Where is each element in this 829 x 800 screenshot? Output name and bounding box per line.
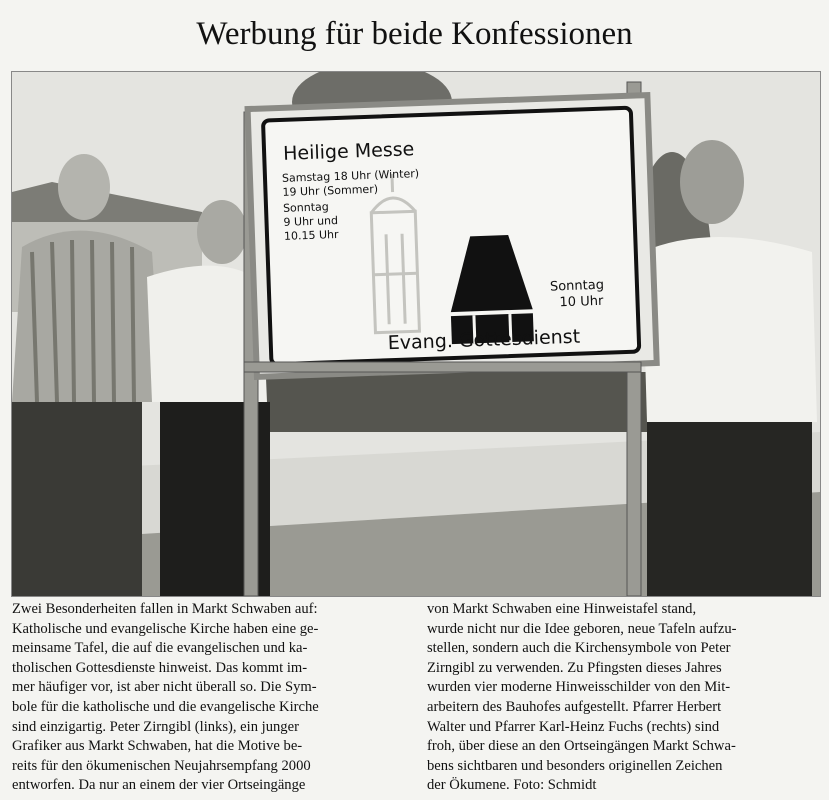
caption-line: stellen, sondern auch die Kirchensymbole von Peter bbox=[427, 640, 731, 657]
caption-line: tholischen Gottesdienste hinweist. Das kommt im- bbox=[12, 659, 308, 676]
caption-line: Walter und Pfarrer Karl-Heinz Fuchs (rechts) sind bbox=[427, 718, 720, 735]
sign-time-line: 19 Uhr (Sommer) bbox=[282, 182, 379, 199]
article-headline: Werbung für beide Konfessionen bbox=[196, 16, 633, 52]
sign-time-line: Sonntag bbox=[549, 277, 605, 295]
caption-column-right bbox=[427, 600, 819, 796]
sign-time-line: 9 Uhr und bbox=[283, 213, 339, 229]
caption-line: Zirngibl zu verwenden. Zu Pfingsten dieses Jahres bbox=[427, 659, 722, 676]
church-sign bbox=[248, 95, 657, 377]
caption-line: bole für die katholische und die evangelische Kirche bbox=[12, 698, 319, 715]
caption-line: meinsame Tafel, die auf die evangelischen und ka- bbox=[12, 640, 308, 657]
caption-line: Grafiker aus Markt Schwaben, hat die Motive be- bbox=[12, 738, 303, 755]
sign-title-protestant: Evang. Gottesdienst bbox=[387, 325, 581, 355]
caption-line: reits für den ökumenischen Neujahrsempfang 2000 bbox=[12, 757, 311, 774]
caption-line: der Ökumene. Foto: Schmidt bbox=[427, 777, 597, 794]
caption-line: sind einzigartig. Peter Zirngibl (links), ein junger bbox=[12, 718, 299, 735]
caption-line: mer häufiger vor, ist aber nicht überall so. Die Sym- bbox=[12, 679, 317, 696]
caption-line: wurden vier moderne Hinweisschilder von den Mit- bbox=[427, 679, 731, 696]
caption-line: arbeitern des Bauhofes aufgestellt. Pfarrer Herbert bbox=[427, 698, 722, 715]
sign-time-line: Samstag 18 Uhr (Winter) bbox=[281, 167, 420, 185]
caption-line: froh, über diese an den Ortseingängen Markt Schwa- bbox=[427, 738, 736, 755]
article-photo bbox=[11, 71, 821, 597]
sign-time-line: 10.15 Uhr bbox=[283, 227, 339, 243]
sign-time-line: 10 Uhr bbox=[559, 293, 604, 311]
caption-line: von Markt Schwaben eine Hinweistafel stand, bbox=[427, 601, 697, 617]
sign-time-line: Sonntag bbox=[282, 200, 329, 215]
caption-line: Zwei Besonderheiten fallen in Markt Schwaben auf: bbox=[12, 601, 318, 617]
caption-line: entworfen. Da nur an einem der vier Ortseingänge bbox=[12, 777, 306, 794]
caption-line: Katholische und evangelische Kirche haben eine ge- bbox=[12, 620, 319, 637]
caption-column-left bbox=[12, 600, 410, 796]
caption-line: wurde nicht nur die Idee geboren, neue Tafeln aufzu- bbox=[427, 620, 737, 637]
sign-title-catholic: Heilige Messe bbox=[282, 138, 415, 165]
caption-line: bens sichtbaren und besonders originellen Zeichen bbox=[427, 757, 723, 774]
